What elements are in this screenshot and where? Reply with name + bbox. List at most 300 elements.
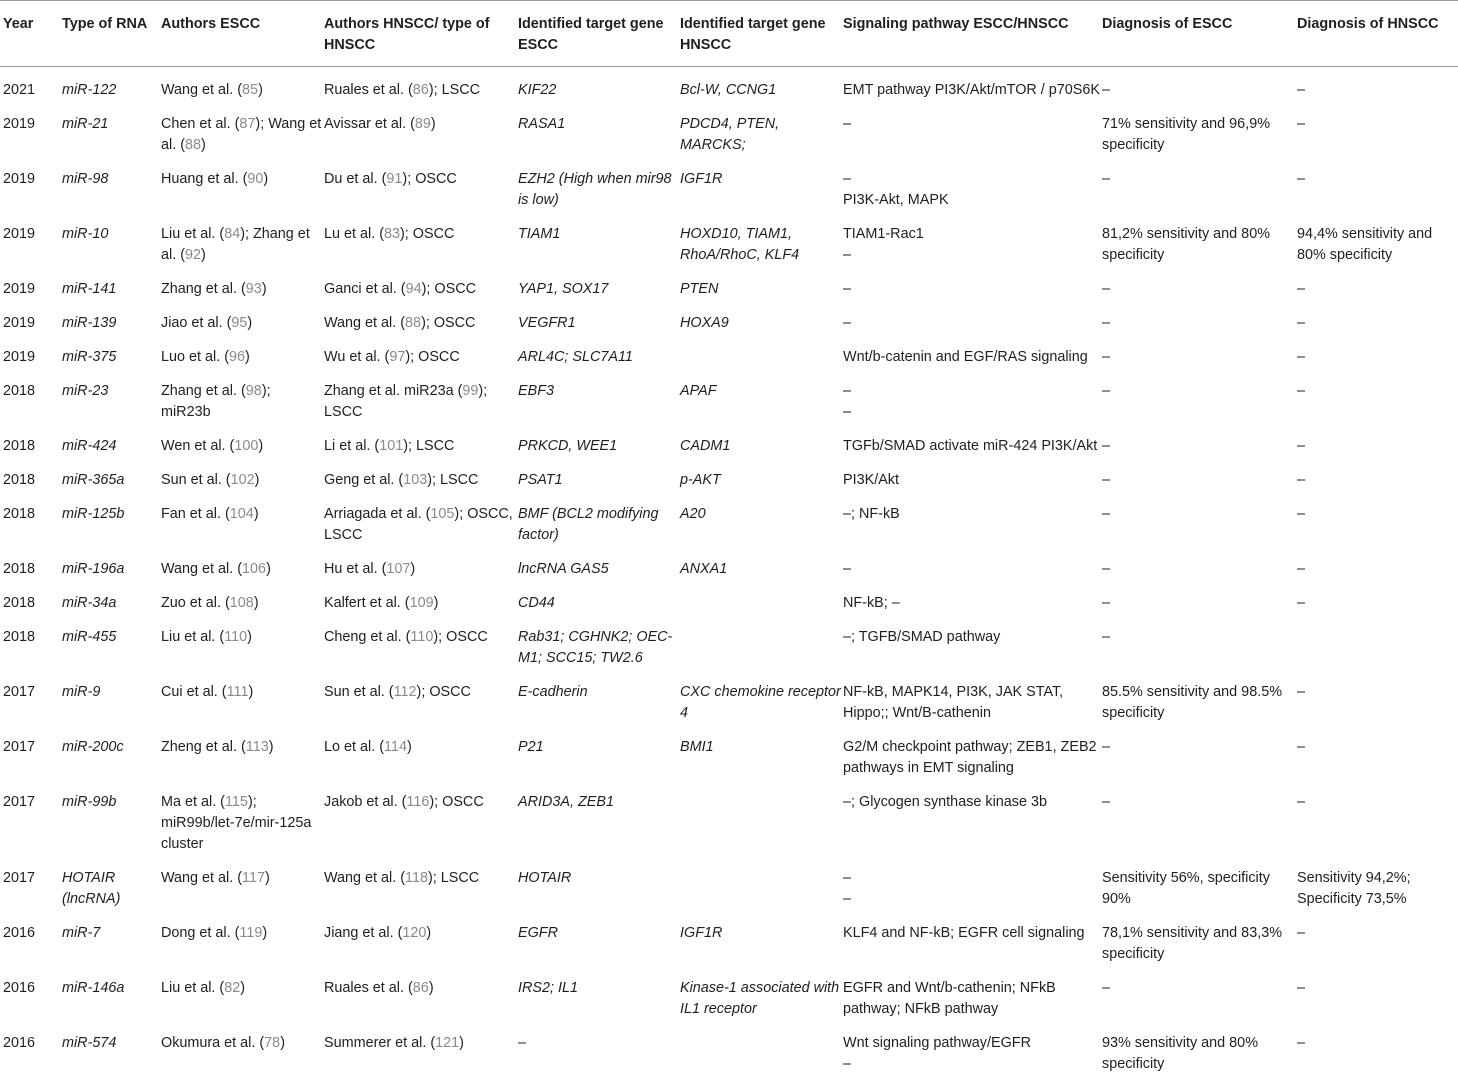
author-text: Zhang et al. (	[161, 281, 246, 297]
rna-type: miR-574	[62, 1035, 116, 1051]
reference-number: 87	[239, 116, 255, 132]
author-text: ); Zhang et al. (	[161, 226, 310, 263]
diagnosis-text: –	[1297, 980, 1305, 996]
author-text: Du et al. (	[324, 171, 386, 187]
target-hnscc-cell	[680, 856, 843, 911]
diagnosis-text: –	[1102, 315, 1110, 331]
target-hnscc-cell	[680, 615, 843, 670]
rna-type: miR-139	[62, 315, 116, 331]
diagnosis-text: 81,2% sensitivity and 80% specificity	[1102, 226, 1270, 263]
target-gene: p-AKT	[680, 472, 721, 488]
diagnosis-hnscc-cell	[1297, 856, 1458, 911]
target-escc-cell	[518, 725, 680, 780]
target-hnscc-cell	[680, 911, 843, 966]
diagnosis-text: –	[1102, 438, 1110, 454]
authors-hnscc-cell	[324, 458, 518, 492]
target-gene: E-cadherin	[518, 684, 588, 700]
year-cell	[0, 492, 62, 547]
rna-type: miR-99b	[62, 794, 116, 810]
target-hnscc-cell	[680, 725, 843, 780]
target-gene: –	[518, 1035, 526, 1051]
diagnosis-hnscc-cell	[1297, 725, 1458, 780]
author-text: Jiang et al. (	[324, 925, 402, 941]
year-cell	[0, 966, 62, 1021]
author-text: Jiao et al. (	[161, 315, 231, 331]
target-hnscc-cell	[680, 1021, 843, 1076]
target-gene: ARL4C; SLC7A11	[518, 349, 633, 365]
year: 2017	[3, 739, 35, 755]
pathway-cell	[843, 335, 1102, 369]
diagnosis-text: Sensitivity 94,2%; Specificity 73,5%	[1297, 870, 1411, 907]
table-body	[0, 67, 1458, 1076]
author-text: Fan et al. (	[161, 506, 230, 522]
column-header: Signaling pathway ESCC/HNSCC	[843, 1, 1102, 67]
year-cell	[0, 670, 62, 725]
target-gene: APAF	[680, 383, 717, 399]
target-gene: A20	[680, 506, 706, 522]
table-row	[0, 780, 1458, 856]
diagnosis-text: –	[1102, 82, 1110, 98]
rna-type: miR-375	[62, 349, 116, 365]
authors-hnscc-cell	[324, 670, 518, 725]
target-escc-cell	[518, 966, 680, 1021]
rna-type: miR-125b	[62, 506, 124, 522]
year-cell	[0, 1021, 62, 1076]
author-text: Ganci et al. (	[324, 281, 406, 297]
rna-type: miR-9	[62, 684, 100, 700]
reference-number: 112	[394, 684, 417, 700]
reference-number: 96	[229, 349, 245, 365]
target-escc-cell	[518, 670, 680, 725]
pathway-text: NF-kB, MAPK14, PI3K, JAK STAT, Hippo;; Wnt/B-cathenin	[843, 682, 1102, 724]
diagnosis-escc-cell	[1102, 157, 1297, 212]
pathway-text: PI3K-Akt, MAPK	[843, 190, 1102, 211]
reference-number: 115	[225, 794, 248, 810]
year: 2021	[3, 82, 35, 98]
reference-number: 109	[410, 595, 434, 611]
pathway-cell	[843, 67, 1102, 103]
year-cell	[0, 67, 62, 103]
year: 2019	[3, 315, 35, 331]
column-header: Year	[0, 1, 62, 67]
author-text: Avissar et al. (	[324, 116, 415, 132]
pathway-text: EMT pathway PI3K/Akt/mTOR / p70S6K	[843, 80, 1102, 101]
target-escc-cell	[518, 492, 680, 547]
year: 2018	[3, 595, 35, 611]
diagnosis-escc-cell	[1102, 212, 1297, 267]
reference-number: 91	[386, 171, 402, 187]
diagnosis-text: –	[1297, 1035, 1305, 1051]
reference-number: 111	[227, 684, 249, 700]
year: 2018	[3, 472, 35, 488]
author-text: Wang et al. (	[161, 82, 242, 98]
author-text: )	[280, 1035, 285, 1051]
target-gene: CXC chemokine receptor 4	[680, 684, 841, 721]
pathway-cell	[843, 301, 1102, 335]
table-row	[0, 424, 1458, 458]
author-text: Zheng et al. (	[161, 739, 246, 755]
target-escc-cell	[518, 856, 680, 911]
year: 2019	[3, 226, 35, 242]
reference-number: 114	[384, 739, 407, 755]
rna-cell	[62, 267, 161, 301]
authors-escc-cell	[161, 581, 324, 615]
author-text: Liu et al. (	[161, 980, 224, 996]
target-gene: YAP1, SOX17	[518, 281, 608, 297]
rna-type: miR-196a	[62, 561, 124, 577]
author-text: )	[431, 116, 436, 132]
table-row	[0, 458, 1458, 492]
reference-number: 116	[406, 794, 429, 810]
rna-type: miR-365a	[62, 472, 124, 488]
table-row	[0, 212, 1458, 267]
author-text: Hu et al. (	[324, 561, 386, 577]
pathway-text: –; TGFB/SMAD pathway	[843, 627, 1102, 648]
pathway-cell	[843, 780, 1102, 856]
target-gene: VEGFR1	[518, 315, 576, 331]
diagnosis-escc-cell	[1102, 547, 1297, 581]
target-hnscc-cell	[680, 670, 843, 725]
year: 2016	[3, 1035, 35, 1051]
year: 2017	[3, 684, 35, 700]
target-escc-cell	[518, 212, 680, 267]
diagnosis-escc-cell	[1102, 492, 1297, 547]
pathway-cell	[843, 369, 1102, 424]
year: 2016	[3, 925, 35, 941]
author-text: )	[265, 870, 270, 886]
rna-cell	[62, 369, 161, 424]
target-escc-cell	[518, 458, 680, 492]
author-text: Sun et al. (	[324, 684, 394, 700]
reference-number: 94	[406, 281, 422, 297]
author-text: )	[410, 561, 415, 577]
pathway-cell	[843, 615, 1102, 670]
authors-escc-cell	[161, 966, 324, 1021]
pathway-text: –	[843, 169, 1102, 190]
diagnosis-text: 71% sensitivity and 96,9% specificity	[1102, 116, 1270, 153]
rna-type: miR-10	[62, 226, 108, 242]
rna-type: miR-141	[62, 281, 116, 297]
authors-escc-cell	[161, 911, 324, 966]
reference-number: 121	[435, 1035, 459, 1051]
diagnosis-text: Sensitivity 56%, specificity 90%	[1102, 870, 1270, 907]
pathway-cell	[843, 458, 1102, 492]
year-cell	[0, 615, 62, 670]
diagnosis-escc-cell	[1102, 966, 1297, 1021]
author-text: ); miR99b/let-7e/mir-125a cluster	[161, 794, 311, 852]
authors-hnscc-cell	[324, 615, 518, 670]
diagnosis-hnscc-cell	[1297, 581, 1458, 615]
author-text: Kalfert et al. (	[324, 595, 410, 611]
author-text: Zuo et al. (	[161, 595, 230, 611]
rna-cell	[62, 424, 161, 458]
author-text: )	[258, 438, 263, 454]
authors-escc-cell	[161, 301, 324, 335]
target-escc-cell	[518, 424, 680, 458]
author-text: )	[407, 739, 412, 755]
pathway-text: –	[843, 889, 1102, 910]
authors-escc-cell	[161, 458, 324, 492]
rna-type: miR-98	[62, 171, 108, 187]
authors-escc-cell	[161, 267, 324, 301]
author-text: Luo et al. (	[161, 349, 229, 365]
pathway-text: –; NF-kB	[843, 504, 1102, 525]
author-text: )	[262, 925, 267, 941]
column-header: Diagnosis of HNSCC	[1297, 1, 1458, 67]
reference-number: 88	[185, 137, 201, 153]
diagnosis-text: –	[1102, 281, 1110, 297]
authors-hnscc-cell	[324, 492, 518, 547]
reference-number: 120	[402, 925, 426, 941]
target-gene: HOTAIR	[518, 870, 571, 886]
reference-number: 108	[230, 595, 254, 611]
author-text: Wang et al. (	[324, 315, 405, 331]
authors-hnscc-cell	[324, 1021, 518, 1076]
diagnosis-text: –	[1102, 595, 1110, 611]
table-header-row	[0, 1, 1458, 67]
diagnosis-text: –	[1102, 171, 1110, 187]
diagnosis-hnscc-cell	[1297, 67, 1458, 103]
author-text: ); Wang et al. (	[161, 116, 321, 153]
diagnosis-text: –	[1102, 561, 1110, 577]
year-cell	[0, 725, 62, 780]
author-text: )	[269, 739, 274, 755]
target-gene: Rab31; CGHNK2; OEC-M1; SCC15; TW2.6	[518, 629, 672, 666]
authors-hnscc-cell	[324, 301, 518, 335]
rna-cell	[62, 335, 161, 369]
author-text: ); OSCC	[405, 349, 459, 365]
diagnosis-escc-cell	[1102, 581, 1297, 615]
author-text: )	[248, 684, 253, 700]
diagnosis-text: –	[1297, 116, 1305, 132]
target-gene: HOXD10, TIAM1, RhoA/RhoC, KLF4	[680, 226, 799, 263]
authors-hnscc-cell	[324, 966, 518, 1021]
authors-escc-cell	[161, 1021, 324, 1076]
diagnosis-text: –	[1102, 506, 1110, 522]
diagnosis-text: –	[1102, 629, 1110, 645]
reference-number: 106	[242, 561, 266, 577]
diagnosis-escc-cell	[1102, 301, 1297, 335]
diagnosis-hnscc-cell	[1297, 911, 1458, 966]
year-cell	[0, 335, 62, 369]
rna-cell	[62, 911, 161, 966]
pathway-text: –	[843, 114, 1102, 135]
year-cell	[0, 458, 62, 492]
diagnosis-hnscc-cell	[1297, 1021, 1458, 1076]
pathway-text: PI3K/Akt	[843, 470, 1102, 491]
target-hnscc-cell	[680, 267, 843, 301]
target-gene: ARID3A, ZEB1	[518, 794, 614, 810]
reference-number: 101	[379, 438, 403, 454]
year: 2018	[3, 438, 35, 454]
authors-hnscc-cell	[324, 856, 518, 911]
pathway-cell	[843, 424, 1102, 458]
reference-number: 89	[415, 116, 431, 132]
year: 2018	[3, 561, 35, 577]
target-escc-cell	[518, 301, 680, 335]
author-text: Liu et al. (	[161, 629, 224, 645]
authors-hnscc-cell	[324, 335, 518, 369]
year-cell	[0, 424, 62, 458]
rna-type: miR-455	[62, 629, 116, 645]
author-text: )	[245, 349, 250, 365]
author-text: Chen et al. (	[161, 116, 239, 132]
diagnosis-escc-cell	[1102, 102, 1297, 157]
target-gene: HOXA9	[680, 315, 729, 331]
authors-hnscc-cell	[324, 911, 518, 966]
diagnosis-escc-cell	[1102, 911, 1297, 966]
diagnosis-text: –	[1297, 349, 1305, 365]
diagnosis-hnscc-cell	[1297, 102, 1458, 157]
authors-hnscc-cell	[324, 212, 518, 267]
pathway-text: –; Glycogen synthase kinase 3b	[843, 792, 1102, 813]
author-text: ); LSCC	[403, 438, 454, 454]
target-gene: CADM1	[680, 438, 730, 454]
target-gene: IGF1R	[680, 171, 722, 187]
diagnosis-hnscc-cell	[1297, 458, 1458, 492]
target-hnscc-cell	[680, 458, 843, 492]
diagnosis-escc-cell	[1102, 458, 1297, 492]
author-text: Wang et al. (	[161, 870, 242, 886]
diagnosis-escc-cell	[1102, 424, 1297, 458]
diagnosis-hnscc-cell	[1297, 335, 1458, 369]
author-text: Ma et al. (	[161, 794, 225, 810]
authors-escc-cell	[161, 615, 324, 670]
diagnosis-hnscc-cell	[1297, 547, 1458, 581]
authors-escc-cell	[161, 335, 324, 369]
author-text: ); OSCC	[402, 171, 456, 187]
table-row	[0, 856, 1458, 911]
reference-number: 102	[231, 472, 255, 488]
column-header: Identified target gene ESCC	[518, 1, 680, 67]
author-text: ); LSCC	[428, 870, 479, 886]
pathway-cell	[843, 911, 1102, 966]
authors-hnscc-cell	[324, 102, 518, 157]
diagnosis-text: –	[1297, 561, 1305, 577]
authors-hnscc-cell	[324, 157, 518, 212]
author-text: )	[254, 595, 259, 611]
author-text: Ruales et al. (	[324, 82, 413, 98]
author-text: )	[262, 281, 267, 297]
pathway-text: –	[843, 245, 1102, 266]
target-hnscc-cell	[680, 301, 843, 335]
authors-escc-cell	[161, 725, 324, 780]
year-cell	[0, 212, 62, 267]
author-text: ); OSCC	[433, 629, 487, 645]
diagnosis-escc-cell	[1102, 725, 1297, 780]
diagnosis-escc-cell	[1102, 335, 1297, 369]
rna-cell	[62, 492, 161, 547]
diagnosis-hnscc-cell	[1297, 212, 1458, 267]
target-gene: TIAM1	[518, 226, 560, 242]
target-hnscc-cell	[680, 102, 843, 157]
reference-number: 110	[410, 629, 433, 645]
diagnosis-text: –	[1297, 315, 1305, 331]
target-hnscc-cell	[680, 212, 843, 267]
diagnosis-hnscc-cell	[1297, 424, 1458, 458]
target-escc-cell	[518, 102, 680, 157]
reference-number: 97	[389, 349, 405, 365]
target-gene: ANXA1	[680, 561, 727, 577]
authors-escc-cell	[161, 856, 324, 911]
pathway-text: TIAM1-Rac1	[843, 224, 1102, 245]
reference-number: 117	[242, 870, 265, 886]
diagnosis-escc-cell	[1102, 67, 1297, 103]
reference-number: 99	[462, 383, 478, 399]
target-gene: CD44	[518, 595, 555, 611]
target-escc-cell	[518, 369, 680, 424]
author-text: Huang et al. (	[161, 171, 247, 187]
diagnosis-escc-cell	[1102, 780, 1297, 856]
column-header: Diagnosis of ESCC	[1102, 1, 1297, 67]
pathway-cell	[843, 581, 1102, 615]
pathway-text: –	[843, 313, 1102, 334]
rna-cell	[62, 67, 161, 103]
diagnosis-text: –	[1102, 472, 1110, 488]
pathway-cell	[843, 492, 1102, 547]
target-hnscc-cell	[680, 492, 843, 547]
pathway-cell	[843, 670, 1102, 725]
reference-number: 95	[231, 315, 247, 331]
author-text: ); LSCC	[427, 472, 478, 488]
reference-number: 90	[247, 171, 263, 187]
pathway-cell	[843, 212, 1102, 267]
rna-type: HOTAIR (lncRNA)	[62, 870, 120, 907]
author-text: Sun et al. (	[161, 472, 231, 488]
author-text: )	[263, 171, 268, 187]
authors-hnscc-cell	[324, 780, 518, 856]
diagnosis-escc-cell	[1102, 369, 1297, 424]
author-text: )	[434, 595, 439, 611]
rna-cell	[62, 301, 161, 335]
column-header: Identified target gene HNSCC	[680, 1, 843, 67]
table-row	[0, 102, 1458, 157]
target-gene: RASA1	[518, 116, 565, 132]
target-hnscc-cell	[680, 157, 843, 212]
table-row	[0, 335, 1458, 369]
year-cell	[0, 581, 62, 615]
year-cell	[0, 102, 62, 157]
target-gene: BMI1	[680, 739, 714, 755]
author-text: )	[459, 1035, 464, 1051]
reference-number: 88	[405, 315, 421, 331]
diagnosis-text: 94,4% sensitivity and 80% specificity	[1297, 226, 1432, 263]
author-text: Summerer et al. (	[324, 1035, 435, 1051]
authors-escc-cell	[161, 424, 324, 458]
author-text: Li et al. (	[324, 438, 379, 454]
author-text: Wu et al. (	[324, 349, 389, 365]
table-row	[0, 581, 1458, 615]
target-gene: PRKCD, WEE1	[518, 438, 617, 454]
diagnosis-text: –	[1297, 506, 1305, 522]
rna-cell	[62, 581, 161, 615]
authors-hnscc-cell	[324, 547, 518, 581]
author-text: )	[254, 506, 259, 522]
pathway-text: –	[843, 868, 1102, 889]
diagnosis-text: –	[1297, 739, 1305, 755]
table-row	[0, 267, 1458, 301]
diagnosis-text: –	[1102, 794, 1110, 810]
author-text: ); OSCC	[422, 281, 476, 297]
pathway-text: Wnt/b-catenin and EGF/RAS signaling	[843, 347, 1102, 368]
diagnosis-hnscc-cell	[1297, 670, 1458, 725]
author-text: Geng et al. (	[324, 472, 403, 488]
year: 2016	[3, 980, 35, 996]
reference-number: 113	[246, 739, 269, 755]
rna-type: miR-200c	[62, 739, 124, 755]
author-text: )	[247, 315, 252, 331]
author-text: )	[258, 82, 263, 98]
